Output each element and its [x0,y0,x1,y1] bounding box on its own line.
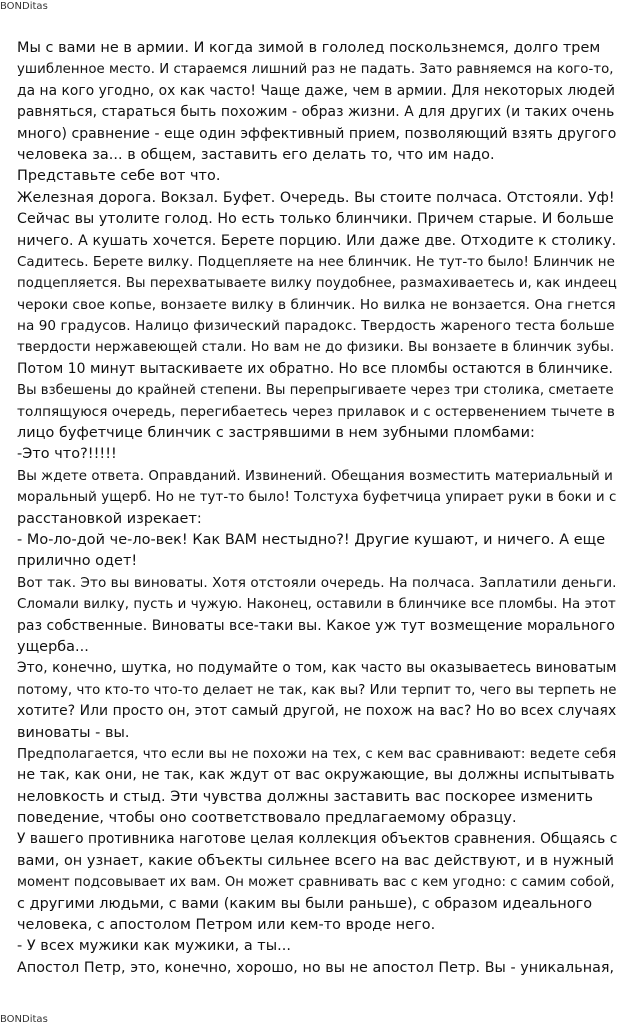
text-line: Железная дорога. Вокзал. Буфет. Очередь. Вы стоите полчаса. Отстояли. Уф! [17,189,615,206]
text-line: неловкость и стыд. Эти чувства должны заставить вас поскорее изменить [17,788,594,805]
text-line: много) сравнение - еще один эффективный прием, позволяющий взять другого [17,125,617,142]
page-header-label: BONDitas [0,1,48,12]
text-line: потому, что кто-то что-то делает не так, как вы? Или терпит то, чего вы терпеть не [17,682,617,698]
text-line: ничего. А кушать хочется. Берете порцию. Или даже две. Отходите к столику. [17,232,617,249]
text-line: Вы взбешены до крайней степени. Вы перепрыгиваете через три столика, сметаете [17,383,614,399]
text-line: ушибленное место. И стараемся лишний раз не падать. Зато равняемся на кого-то, [17,62,614,78]
text-line: подцепляется. Вы перехватываете вилку поудобнее, размахиваетесь и, как индеец [17,276,617,292]
text-line: равняться, стараться быть похожим - образ жизни. А для других (и таких очень [17,104,615,121]
text-line: хотите? Или просто он, этот самый другой, не похож на вас? Но во всех случаях [17,703,617,720]
text-line: -Это что?!!!!! [17,446,117,463]
text-line: Апостол Петр, это, конечно, хорошо, но вы не апостол Петр. Вы - уникальная, [17,959,615,976]
text-line: - У всех мужики как мужики, а ты... [17,938,292,955]
text-line: прилично одет! [17,553,138,570]
text-line: вами, он узнает, какие объекты сильнее всего на вас действуют, и в нужный [17,852,615,869]
text-line: Потом 10 минут вытаскиваете их обратно. Но все пломбы остаются в блинчике. [17,360,613,377]
text-line: момент подсовывает их вам. Он может сравнивать вас с кем угодно: с самим собой, [17,875,615,891]
text-line: да на кого угодно, ох как часто! Чаще даже, чем в армии. Для некоторых людей [17,82,616,99]
text-line: Садитесь. Берете вилку. Подцепляете на нее блинчик. Не тут-то было! Блинчик не [17,254,615,270]
text-line: на 90 градусов. Налицо физический парадокс. Твердость жареного теста больше [17,318,615,335]
text-line: виноваты - вы. [17,724,130,741]
text-body [17,38,617,979]
text-line: ущерба... [17,638,89,655]
text-line: человека, с апостолом Петром или кем-то вроде него. [17,917,436,934]
text-line: с другими людьми, с вами (каким вы были раньше), с образом идеального [17,895,593,912]
text-line: человека за... в общем, заставить его делать то, что им надо. [17,146,495,163]
text-line: Вы ждете ответа. Оправданий. Извинений. Обещания возместить материальный и [17,468,613,484]
text-line: Это, конечно, шутка, но подумайте о том, как часто вы оказываетесь виноватым [17,660,617,677]
text-line: лицо буфетчице блинчик с застрявшими в нем зубными пломбами: [17,425,535,442]
text-line: Вот так. Это вы виноваты. Хотя отстояли очередь. На полчаса. Заплатили деньги. [17,574,617,591]
text-line: У вашего противника наготове целая коллекция объектов сравнения. Общаясь с [17,831,618,848]
text-line: толпящуюся очередь, перегибаетесь через прилавок и с остервенением тычете в [17,403,615,420]
text-line: раз собственные. Виноваты все-таки вы. Какое уж тут возмещение морального [17,617,615,634]
text-line: Предполагается, что если вы не похожи на тех, с кем вас сравнивают: ведете себя [17,746,617,762]
text-line: Сломали вилку, пусть и чужую. Наконец, оставили в блинчике все пломбы. На этот [17,597,616,613]
text-line: поведение, чтобы оно соответствовало предлагаемому образцу. [17,810,517,827]
text-line: Мы с вами не в армии. И когда зимой в гололед поскользнемся, долго трем [17,40,601,56]
text-line: моральный ущерб. Но не тут-то было! Толстуха буфетчица упирает руки в боки и с [17,490,617,506]
text-line: расстановкой изрекает: [17,510,202,527]
text-line: - Мо-ло-дой че-ло-век! Как ВАМ нестыдно?! Другие кушают, и ничего. А еще [17,531,606,548]
text-line: Представьте себе вот что. [17,168,221,185]
text-line: не так, как они, не так, как ждут от вас окружающие, вы должны испытывать [17,767,615,784]
text-line: Сейчас вы утолите голод. Но есть только блинчики. Причем старые. И больше [17,211,614,228]
page-footer-label: BONDitas [0,1014,48,1025]
text-line: чероки свое копье, вонзаете вилку в блинчик. Но вилка не вонзается. Она гнется [17,296,616,313]
text-line: твердости нержавеющей стали. Но вам не до физики. Вы вонзаете в блинчик зубы. [17,340,615,356]
